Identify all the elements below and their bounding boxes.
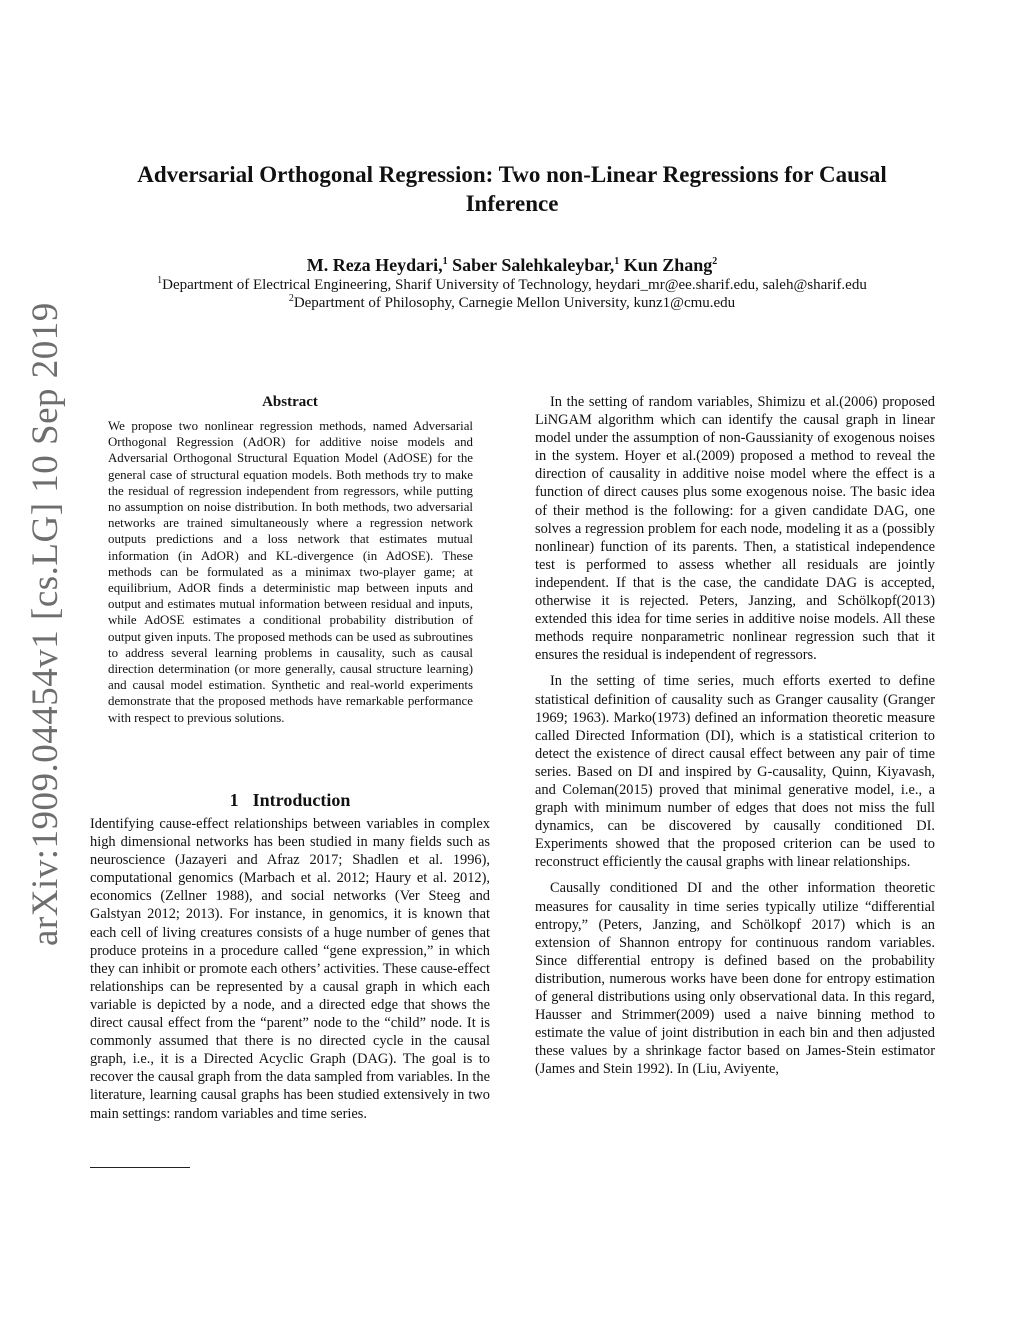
arxiv-stamp-text: arXiv:1909.04454v1 [cs.LG] 10 Sep 2019 — [25, 302, 66, 946]
abstract-heading: Abstract — [262, 394, 318, 410]
section-heading-introduction — [90, 790, 490, 811]
footnote-divider — [90, 1167, 190, 1168]
author-name: Kun Zhang — [623, 255, 713, 275]
paper-title — [100, 160, 924, 218]
author-list — [100, 254, 924, 276]
body-paragraph: In the setting of time series, much efforts exerted to define statistical definition of causality such as Granger causality (Granger 1969; 1963). Marko(1973) defined an information theoretic measure called Directed Information (DI), which is a statistical criterion to detect the existence of direct causal effect between any pair of time series. Based on DI and inspired by G-causality, Quinn, Kiyavash, and Coleman(2015) proved that minimal generative model, i.e., a graph with minimum number of edges that does not miss the full dynamics, can be discovered by causally conditioned DI. Experiments showed that the proposed criterion can be used to reconstruct efficiently the causal graphs with linear relationships. — [535, 673, 935, 871]
author-affil-mark: 1 — [614, 256, 620, 267]
right-column-body — [535, 393, 935, 1086]
author-name: Saber Salehkaleybar, — [452, 255, 615, 275]
section-title: Introduction — [252, 790, 351, 810]
author-affil-mark: 1 — [442, 256, 448, 267]
body-paragraph: In the setting of random variables, Shimizu et al.(2006) proposed LiNGAM algorithm which can identify the causal graph in linear model under the assumption of non-Gaussianity of exogenous noises in the system. Hoyer et al.(2009) proposed a method to reveal the direction of causality in additive noise model where the effect is a function of direct causes plus some exogenous noise. The basic idea of their method is the following: for a given candidate DAG, one solves a regression problem for each node, modeling it as a (possibly nonlinear) function of its parents. Then, a statistical independence test is performed to assess whether all residuals are jointly independent. If that is the case, the candidate DAG is accepted, otherwise it is rejected. Peters, Janzing, and Schölkopf(2013) extended this idea for time series in additive noise models. All these methods require nonparametric nonlinear regression such that it ensures the residual is independent of regressors. — [535, 394, 935, 664]
affiliation-mark: 2 — [288, 293, 294, 304]
author-affil-mark: 2 — [712, 256, 718, 267]
title-line-1: Adversarial Orthogonal Regression: Two non-Linear Regressions for Causal — [137, 162, 887, 187]
section-number: 1 — [229, 790, 239, 810]
title-line-2: Inference — [465, 191, 559, 216]
affiliation-text: Department of Electrical Engineering, Sharif University of Technology, heydari_mr@ee.sharif.edu, saleh@sharif.edu — [162, 277, 867, 293]
affiliation-text: Department of Philosophy, Carnegie Mellon University, kunz1@cmu.edu — [293, 295, 736, 311]
affiliation-2 — [60, 294, 964, 313]
abstract-paragraph: We propose two nonlinear regression methods, named Adversarial Orthogonal Regression (AdOR) for additive noise models and Adversarial Orthogonal Structural Equation Model (AdOSE) for the general case of structural equation models. Both methods try to make the residual of regression independent from regressors, while putting no assumption on noise distribution. In both methods, two adversarial networks are trained simultaneously where a regression network outputs predictions and a loss network that estimates mutual information (in AdOR) and KL-divergence (in AdOSE). These methods can be formulated as a minimax two-player game; at equilibrium, AdOR finds a deterministic map between inputs and output and estimates mutual information between residual and inputs, while AdOSE estimates a conditional probability distribution of output given inputs. The proposed methods can be used as subroutines to address several learning problems in causality, such as causal direction determination (or more generally, causal structure learning) and causal model estimation. Synthetic and real-world experiments demonstrate that the proposed methods have remarkable performance with respect to previous solutions. — [108, 419, 473, 725]
introduction-paragraph: Identifying cause-effect relationships between variables in complex high dimensional networks has been studied in many fields such as neuroscience (Jazayeri and Afraz 2017; Shadlen et al. 1996), computational genomics (Marbach et al. 2012; Haury et al. 2012), economics (Zellner 1988), and social networks (Ver Steeg and Galstyan 2012; 2013). For instance, in genomics, it is known that each cell of living creatures consists of a huge number of genes that produce proteins in a procedure called “gene expression,” in which they can inhibit or promote each others’ activities. These cause-effect relationships can be represented by a causal graph in which each variable is depicted by a node, and a directed edge that shows the direct causal effect from the “parent” node to the “child” node. It is commonly assumed that there is no directed cycle in the causal graph, i.e., it is a Directed Acyclic Graph (DAG). The goal is to recover the causal graph from the data sampled from variables. In the literature, learning causal graphs has been studied extensively in two main settings: random variables and time series. — [90, 816, 490, 1122]
affiliation-1 — [60, 276, 964, 295]
body-paragraph: Causally conditioned DI and the other information theoretic measures for causality in time series typically utilize “differential entropy,” (Peters, Janzing, and Schölkopf 2017) which is an extension of Shannon entropy for continuous random variables. Since differential entropy is defined based on the probability distribution, numerous works have been done for entropy estimation of general distributions using only observational data. In this regard, Hausser and Strimmer(2009) used a naive binning method to estimate the value of joint distribution in each bin and then adjusted these values by a shrinkage factor based on James-Stein estimator (James and Stein 1992). In (Liu, Aviyente, — [535, 880, 935, 1078]
introduction-body — [90, 815, 490, 1123]
affiliation-mark: 1 — [157, 275, 163, 286]
arxiv-identifier-stamp — [14, 302, 74, 950]
abstract-body — [108, 418, 473, 726]
author-name: M. Reza Heydari, — [306, 255, 443, 275]
